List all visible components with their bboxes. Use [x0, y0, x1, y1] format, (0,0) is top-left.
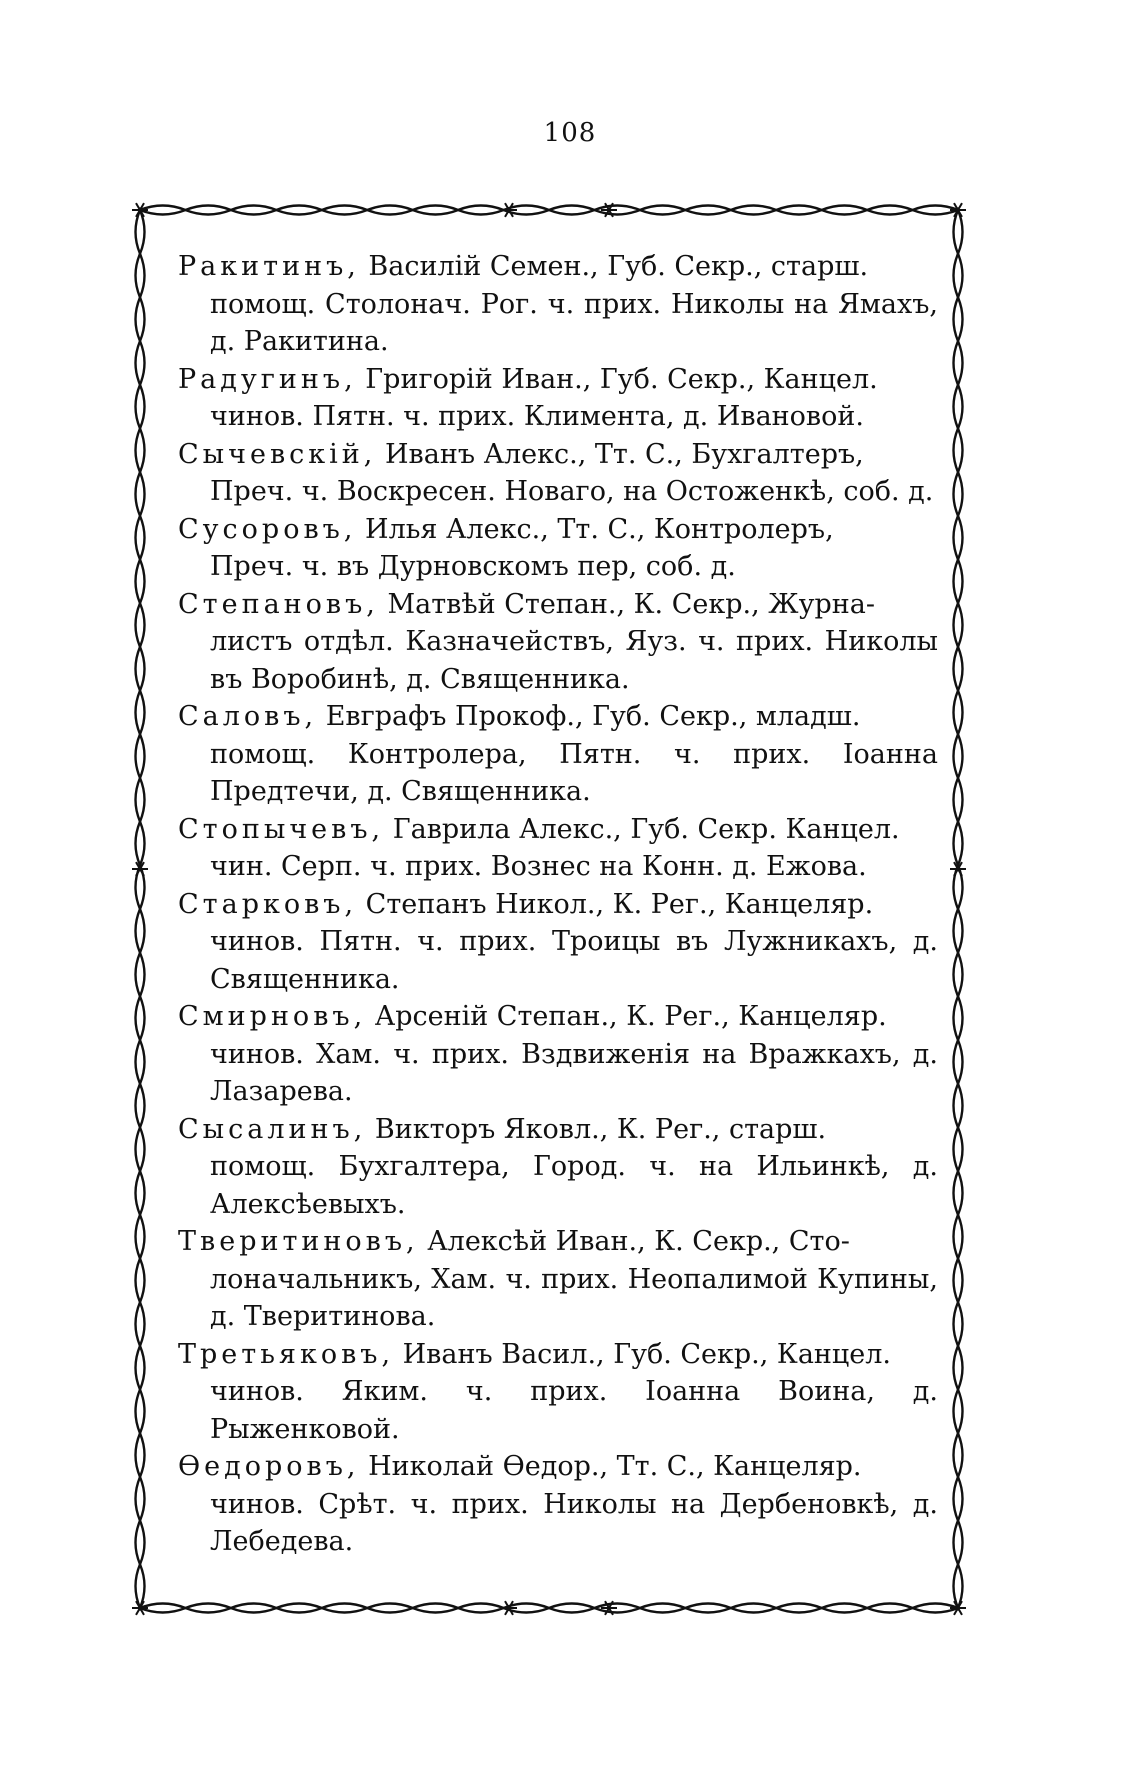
border-link: [136, 865, 145, 909]
border-link: [136, 428, 145, 472]
entry-surname: Тверитиновъ,: [178, 1226, 419, 1257]
entry-continuation: листъ отдѣл. Казначействъ, Яуз. ч. прих. Николы въ Воробинѣ, д. Священника.: [210, 626, 938, 695]
entry-surname: Ракитинъ,: [178, 251, 360, 282]
border-link: [322, 1604, 367, 1613]
border-link: [954, 1171, 963, 1215]
border-link: [954, 428, 963, 472]
left-border-chain: [136, 210, 145, 1608]
border-link: [136, 822, 145, 866]
border-link: [640, 206, 685, 215]
entry-continuation: помощ. Столонач. Рог. ч. прих. Николы на Ямахъ, д. Ракитина.: [210, 288, 938, 357]
border-link: [685, 1604, 730, 1613]
border-link: [954, 953, 963, 997]
list-item: [178, 248, 938, 361]
border-link: [776, 1604, 821, 1613]
entry-first-line: Арсеній Степан., К. Рег., Канцеляр.: [374, 1001, 887, 1032]
border-link: [954, 1215, 963, 1259]
border-link: [136, 909, 145, 953]
entry-continuation: чинов. Яким. ч. прих. Іоанна Воина, д. Рыженковой.: [210, 1376, 938, 1445]
entry-first-line: Иванъ Васил., Губ. Секр., Канцел.: [402, 1338, 891, 1370]
border-link: [954, 603, 963, 647]
border-link: [954, 385, 963, 429]
border-link: [231, 1604, 276, 1613]
border-link: [954, 691, 963, 735]
entry-surname: Степановъ,: [178, 588, 379, 620]
entry-continuation: чинов. Срѣт. ч. прих. Николы на Дербеновкѣ, д. Лебедева.: [210, 1488, 938, 1557]
border-link: [367, 1604, 412, 1613]
border-link: [136, 254, 145, 298]
border-link: [413, 1604, 458, 1613]
border-link: [413, 206, 458, 215]
border-link: [640, 1604, 685, 1613]
border-link: [136, 734, 145, 778]
border-link: [136, 472, 145, 516]
entry-continuation: чинов. Пятн. ч. прих. Климента, д. Ивановой.: [210, 401, 864, 432]
entry-continuation: чин. Серп. ч. прих. Вознес на Конн. д. Ежова.: [210, 851, 867, 882]
list-item: [178, 511, 938, 586]
border-link: [185, 206, 230, 215]
border-link: [954, 1040, 963, 1084]
border-link: [458, 1604, 503, 1613]
entry-continuation: помощ. Контролера, Пятн. ч. прих. Іоанна Предтечи, д. Священника.: [210, 738, 938, 807]
border-link: [867, 206, 912, 215]
entry-surname: Ѳедоровъ,: [178, 1451, 360, 1482]
border-link: [954, 297, 963, 341]
border-link: [954, 1259, 963, 1303]
border-link: [136, 1521, 145, 1565]
border-link: [549, 1604, 594, 1613]
border-link: [954, 1390, 963, 1434]
border-link: [136, 1346, 145, 1390]
border-link: [136, 1171, 145, 1215]
border-link: [822, 206, 867, 215]
border-link: [776, 206, 821, 215]
border-link: [954, 516, 963, 560]
entry-first-line: Илья Алекс., Тт. С., Контролеръ,: [365, 513, 834, 545]
border-link: [276, 206, 321, 215]
entry-first-line: Викторъ Яковл., К. Рег., старш.: [374, 1113, 827, 1145]
entry-first-line: Алексѣй Иван., К. Секр., Сто-: [427, 1226, 850, 1257]
list-item: [178, 436, 938, 511]
border-link: [136, 341, 145, 385]
entry-surname: Стопычевъ,: [178, 813, 385, 845]
entry-surname: Сычевскій,: [178, 438, 377, 470]
border-link: [954, 909, 963, 953]
border-link: [136, 1433, 145, 1477]
border-link: [731, 1604, 776, 1613]
border-link: [136, 603, 145, 647]
border-link: [731, 206, 776, 215]
list-item: [178, 1111, 938, 1224]
bottom-border-chain: [140, 1604, 958, 1613]
border-link: [136, 1302, 145, 1346]
list-item: [178, 698, 938, 811]
border-link: [136, 778, 145, 822]
list-item: [178, 998, 938, 1111]
entry-continuation: чинов. Пятн. ч. прих. Троицы въ Лужникахъ, д. Священника.: [210, 926, 938, 995]
border-link: [954, 822, 963, 866]
border-link: [136, 1084, 145, 1128]
entry-continuation: Преч. ч. Воскресен. Новаго, на Остоженкѣ, соб. д.: [210, 476, 934, 507]
border-link: [136, 1477, 145, 1521]
border-link: [954, 1433, 963, 1477]
border-link: [954, 472, 963, 516]
border-link: [185, 1604, 230, 1613]
border-link: [954, 1346, 963, 1390]
entry-first-line: Григорій Иван., Губ. Секр., Канцел.: [365, 363, 878, 395]
border-link: [231, 206, 276, 215]
border-link: [954, 560, 963, 604]
border-link: [322, 206, 367, 215]
border-link: [136, 516, 145, 560]
border-link: [136, 1040, 145, 1084]
entry-first-line: Матвѣй Степан., К. Секр., Журна-: [387, 588, 875, 620]
entry-surname: Третьяковъ,: [178, 1338, 395, 1370]
list-item: [178, 1223, 938, 1336]
border-link: [954, 1127, 963, 1171]
border-link: [685, 206, 730, 215]
entry-surname: Сысалинъ,: [178, 1113, 367, 1145]
entry-first-line: Николай Ѳедор., Тт. С., Канцеляр.: [368, 1451, 862, 1482]
border-link: [136, 560, 145, 604]
border-link: [954, 1084, 963, 1128]
border-link: [954, 865, 963, 909]
register-list: [178, 248, 938, 1561]
border-link: [136, 1215, 145, 1259]
border-link: [954, 254, 963, 298]
border-link: [136, 1127, 145, 1171]
list-item: [178, 586, 938, 699]
border-link: [867, 1604, 912, 1613]
entry-first-line: Гаврила Алекс., Губ. Секр. Канцел.: [392, 813, 900, 845]
border-link: [954, 778, 963, 822]
entry-first-line: Степанъ Никол., К. Рег., Канцеляр.: [365, 888, 874, 920]
list-item: [178, 811, 938, 886]
border-link: [954, 341, 963, 385]
entry-surname: Саловъ,: [178, 701, 318, 732]
border-link: [136, 297, 145, 341]
border-link: [954, 1302, 963, 1346]
border-link: [954, 647, 963, 691]
top-border-chain: [140, 206, 958, 215]
list-item: [178, 1336, 938, 1449]
list-item: [178, 886, 938, 999]
border-link: [954, 734, 963, 778]
border-link: [954, 1477, 963, 1521]
entry-surname: Смирновъ,: [178, 1001, 367, 1032]
border-link: [549, 206, 594, 215]
border-link: [136, 953, 145, 997]
border-link: [458, 206, 503, 215]
border-link: [136, 691, 145, 735]
entry-surname: Сусоровъ,: [178, 513, 357, 545]
entry-continuation: чинов. Хам. ч. прих. Вздвиженія на Вражкахъ, д. Лазарева.: [210, 1038, 938, 1107]
entry-continuation: помощ. Бухгалтера, Город. ч. на Ильинкѣ, д. Алексѣевыхъ.: [210, 1151, 938, 1220]
entry-first-line: Василій Семен., Губ. Секр., старш.: [368, 251, 869, 282]
page-number: 108: [543, 118, 597, 148]
border-link: [822, 1604, 867, 1613]
border-link: [136, 385, 145, 429]
border-link: [136, 996, 145, 1040]
entry-continuation: лоначальникъ, Хам. ч. прих. Неопалимой Купины, д. Тверитинова.: [210, 1263, 938, 1332]
entry-surname: Старковъ,: [178, 888, 358, 920]
border-link: [367, 206, 412, 215]
entry-first-line: Евграфъ Прокоф., Губ. Секр., младш.: [325, 701, 861, 732]
border-link: [954, 996, 963, 1040]
entry-surname: Радугинъ,: [178, 363, 357, 395]
border-link: [136, 1259, 145, 1303]
entry-continuation: Преч. ч. въ Дурновскомъ пер, соб. д.: [210, 551, 736, 582]
list-item: [178, 361, 938, 436]
right-border-chain: [954, 210, 963, 1608]
border-link: [136, 1390, 145, 1434]
border-link: [136, 647, 145, 691]
border-link: [276, 1604, 321, 1613]
list-item: [178, 1448, 938, 1561]
border-link: [954, 1521, 963, 1565]
entry-first-line: Иванъ Алекс., Тт. С., Бухгалтеръ,: [384, 438, 864, 470]
